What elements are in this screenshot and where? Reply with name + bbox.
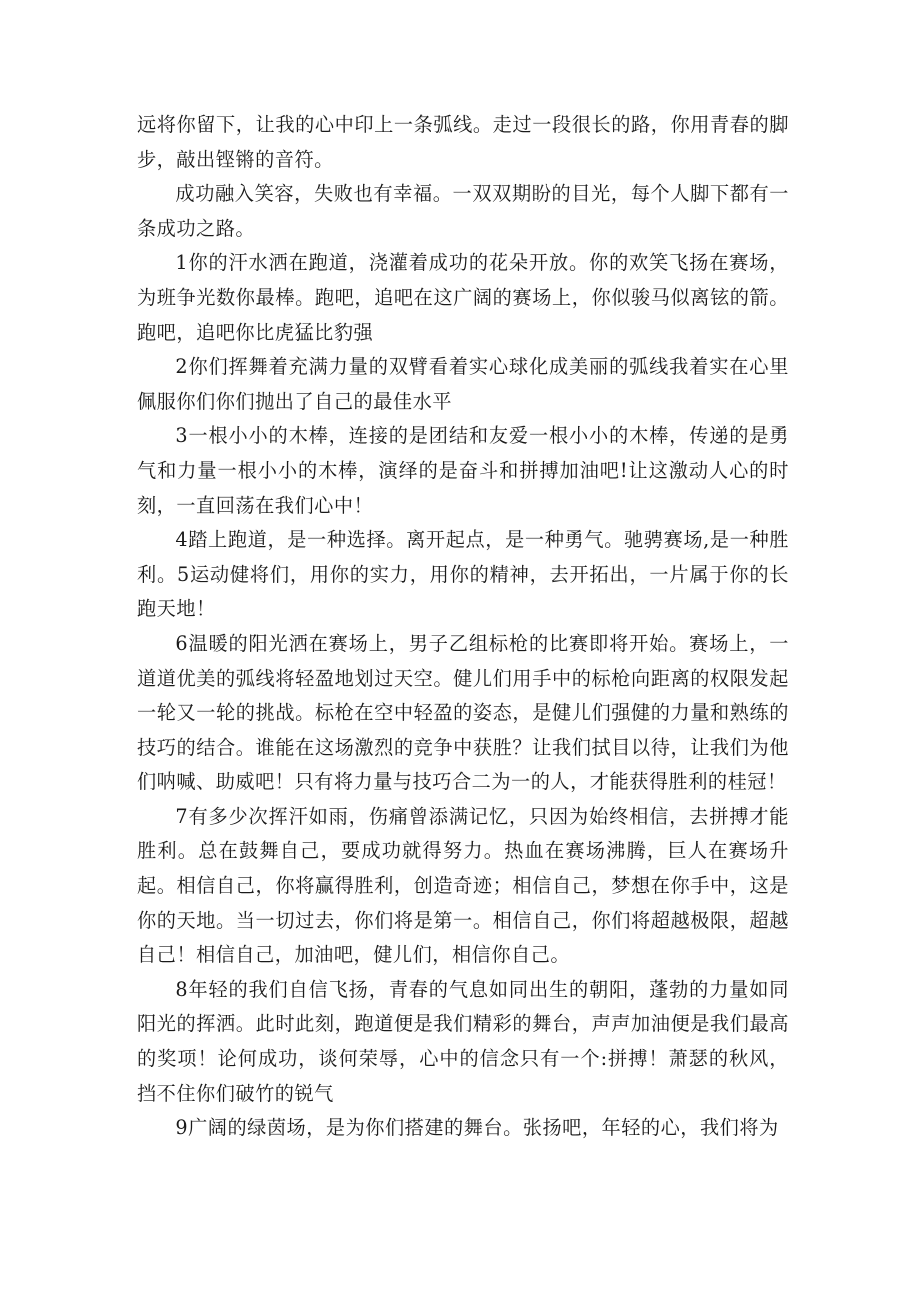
paragraph-continuation: 远将你留下，让我的心中印上一条弧线。走过一段很长的路，你用青春的脚步，敲出铿锵的音符。: [137, 113, 789, 171]
paragraph-4-5: 4踏上跑道，是一种选择。离开起点，是一种勇气。驰骋赛场,是一种胜利。5运动健将们，用你的实力，用你的精神，去开拓出，一片属于你的长跑天地！: [137, 528, 789, 621]
document-page: [137, 108, 789, 1146]
paragraph-6: 6温暖的阳光洒在赛场上，男子乙组标枪的比赛即将开始。赛场上，一道道优美的弧线将轻盈地划过天空。健儿们用手中的标枪向距离的权限发起一轮又一轮的挑战。标枪在空中轻盈的姿态，是健儿们强健的力量和熟练的技巧的结合。谁能在这场激烈的竞争中获胜？让我们拭目以待，让我们为他们呐喊、助威吧！只有将力量与技巧合二为一的人，才能获得胜利的桂冠！: [137, 631, 789, 794]
paragraph-8: 8年轻的我们自信飞扬，青春的气息如同出生的朝阳，蓬勃的力量如同阳光的挥洒。此时此刻，跑道便是我们精彩的舞台，声声加油便是我们最高的奖项！论何成功，谈何荣辱，心中的信念只有一个:拼搏！萧瑟的秋风，挡不住你们破竹的锐气: [137, 977, 789, 1105]
paragraph-2: 2你们挥舞着充满力量的双臂看着实心球化成美丽的弧线我着实在心里佩服你们你们抛出了自己的最佳水平: [137, 355, 789, 413]
paragraph-intro: 成功融入笑容，失败也有幸福。一双双期盼的目光，每个人脚下都有一条成功之路。: [137, 182, 789, 240]
paragraph-9: 9广阔的绿茵场，是为你们搭建的舞台。张扬吧，年轻的心，我们将为: [175, 1116, 779, 1140]
paragraph-1: 1你的汗水洒在跑道，浇灌着成功的花朵开放。你的欢笑飞扬在赛场，为班争光数你最棒。跑吧，追吧在这广阔的赛场上，你似骏马似离铉的箭。跑吧，追吧你比虎猛比豹强: [137, 251, 789, 344]
paragraph-7: 7有多少次挥汗如雨，伤痛曾添满记忆，只因为始终相信，去拼搏才能胜利。总在鼓舞自己，要成功就得努力。热血在赛场沸腾，巨人在赛场升起。相信自己，你将赢得胜利，创造奇迹；相信自己，梦想在你手中，这是你的天地。当一切过去，你们将是第一。相信自己，你们将超越极限，超越自己！相信自己，加油吧，健儿们，相信你自己。: [137, 804, 789, 967]
paragraph-3: 3一根小小的木棒，连接的是团结和友爱一根小小的木棒，传递的是勇气和力量一根小小的木棒，演绎的是奋斗和拼搏加油吧!让这激动人心的时刻，一直回荡在我们心中！: [137, 424, 789, 517]
